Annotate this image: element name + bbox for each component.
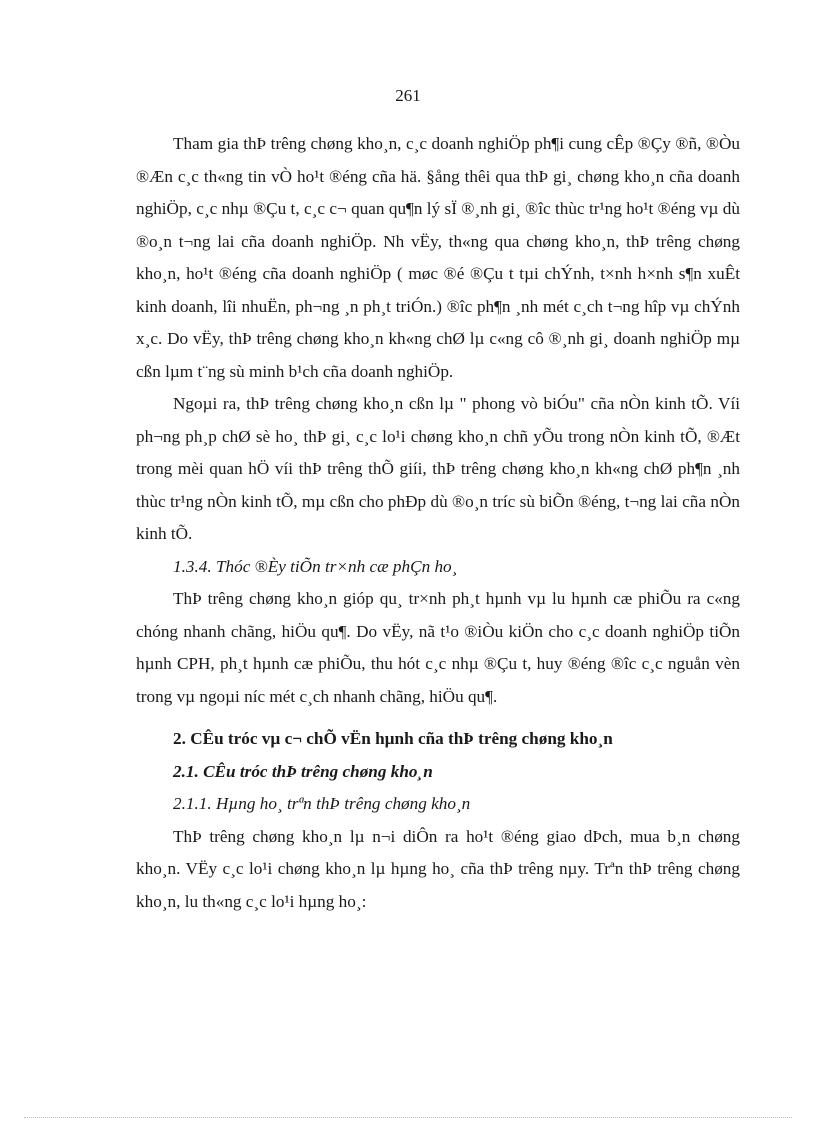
paragraph-economic-barometer: Ngoµi ra, thÞ trêng chøng kho¸n cßn lµ " phong vò biÓu" cña nÒn kinh tÕ. Víi ph¬ng ph¸p chØ sè ho¸ thÞ gi¸ c¸c lo¹i chøng kho¸n chñ yÕu trong nÒn kinh tÕ, ®Æt trong mèi quan hÖ víi thÞ trêng thÕ giíi, thÞ trêng chøng kho¸n kh«ng chØ ph¶n ¸nh thùc tr¹ng nÒn kinh tÕ, mµ cßn cho phÐp dù ®o¸n tríc sù biÕn ®éng, t¬ng lai cña nÒn kinh tÕ. <box>136 394 740 543</box>
paragraph-securities-goods: ThÞ trêng chøng kho¸n lµ n¬i diÔn ra ho¹t ®éng giao dÞch, mua b¸n chøng kho¸n. VËy c¸c lo¹i chøng kho¸n lµ hµng ho¸ cña thÞ trêng nµy. Trªn thÞ trêng chøng kho¸n, lu th«ng c¸c lo¹i hµng ho¸: <box>136 826 740 911</box>
paragraph-equitization: ThÞ trêng chøng kho¸n gióp qu¸ tr×nh ph¸t hµnh vµ lu hµnh cæ phiÕu ra c«ng chóng nhanh chãng, hiÖu qu¶. Do vËy, nã t¹o ®iÒu kiÖn cho c¸c doanh nghiÖp tiÕn hµnh CPH, ph¸t hµnh cæ phiÕu, thu hót c¸c nhµ ®Çu t, huy ®éng ®îc c¸c nguån vèn trong vµ ngoµi níc mét c¸ch nhanh chãng, hiÖu qu¶. <box>136 589 740 706</box>
page-number: 261 <box>395 86 421 105</box>
heading-2-1-1: 2.1.1. Hµng ho¸ trªn thÞ trêng chøng kho¸n <box>173 794 471 813</box>
heading-section-2: 2. CÊu tróc vµ c¬ chÕ vËn hµnh cña thÞ trêng chøng kho¸n <box>173 729 613 748</box>
heading-1-3-4: 1.3.4. Thóc ®Èy tiÕn tr×nh cæ phÇn ho¸ <box>173 556 458 576</box>
page-bottom-divider <box>24 1117 792 1118</box>
document-body <box>136 128 740 918</box>
heading-2-1: 2.1. CÊu tróc thÞ trêng chøng kho¸n <box>173 761 433 781</box>
paragraph-listing-benefits: Tham gia thÞ trêng chøng kho¸n, c¸c doanh nghiÖp ph¶i cung cÊp ®Çy ®ñ, ®Òu ®Æn c¸c th«ng tin vÒ ho¹t ®éng cña hä. §ång thêi qua thÞ gi¸ chøng kho¸n cña doanh nghiÖp, c¸c nhµ ®Çu t, c¸c c¬ quan qu¶n lý sÏ ®¸nh gi¸ ®îc thùc tr¹ng ho¹t ®éng vµ dù ®o¸n t¬ng lai cña doanh nghiÖp. Nh vËy, th«ng qua chøng kho¸n, thÞ trêng chøng kho¸n, ho¹t ®éng cña doanh nghiÖp ( møc ®é ®Çu t tµi chÝnh, t×nh h×nh s¶n xuÊt kinh doanh, lîi nhuËn, ph¬ng ¸n ph¸t triÓn.) ®îc ph¶n ¸nh mét c¸ch t¬ng hîp vµ chÝnh x¸c. Do vËy, thÞ trêng chøng kho¸n kh«ng chØ lµ c«ng cô ®¸nh gi¸ doanh nghiÖp mµ cßn lµm t¨ng sù minh b¹ch cña doanh nghiÖp. <box>136 134 740 381</box>
